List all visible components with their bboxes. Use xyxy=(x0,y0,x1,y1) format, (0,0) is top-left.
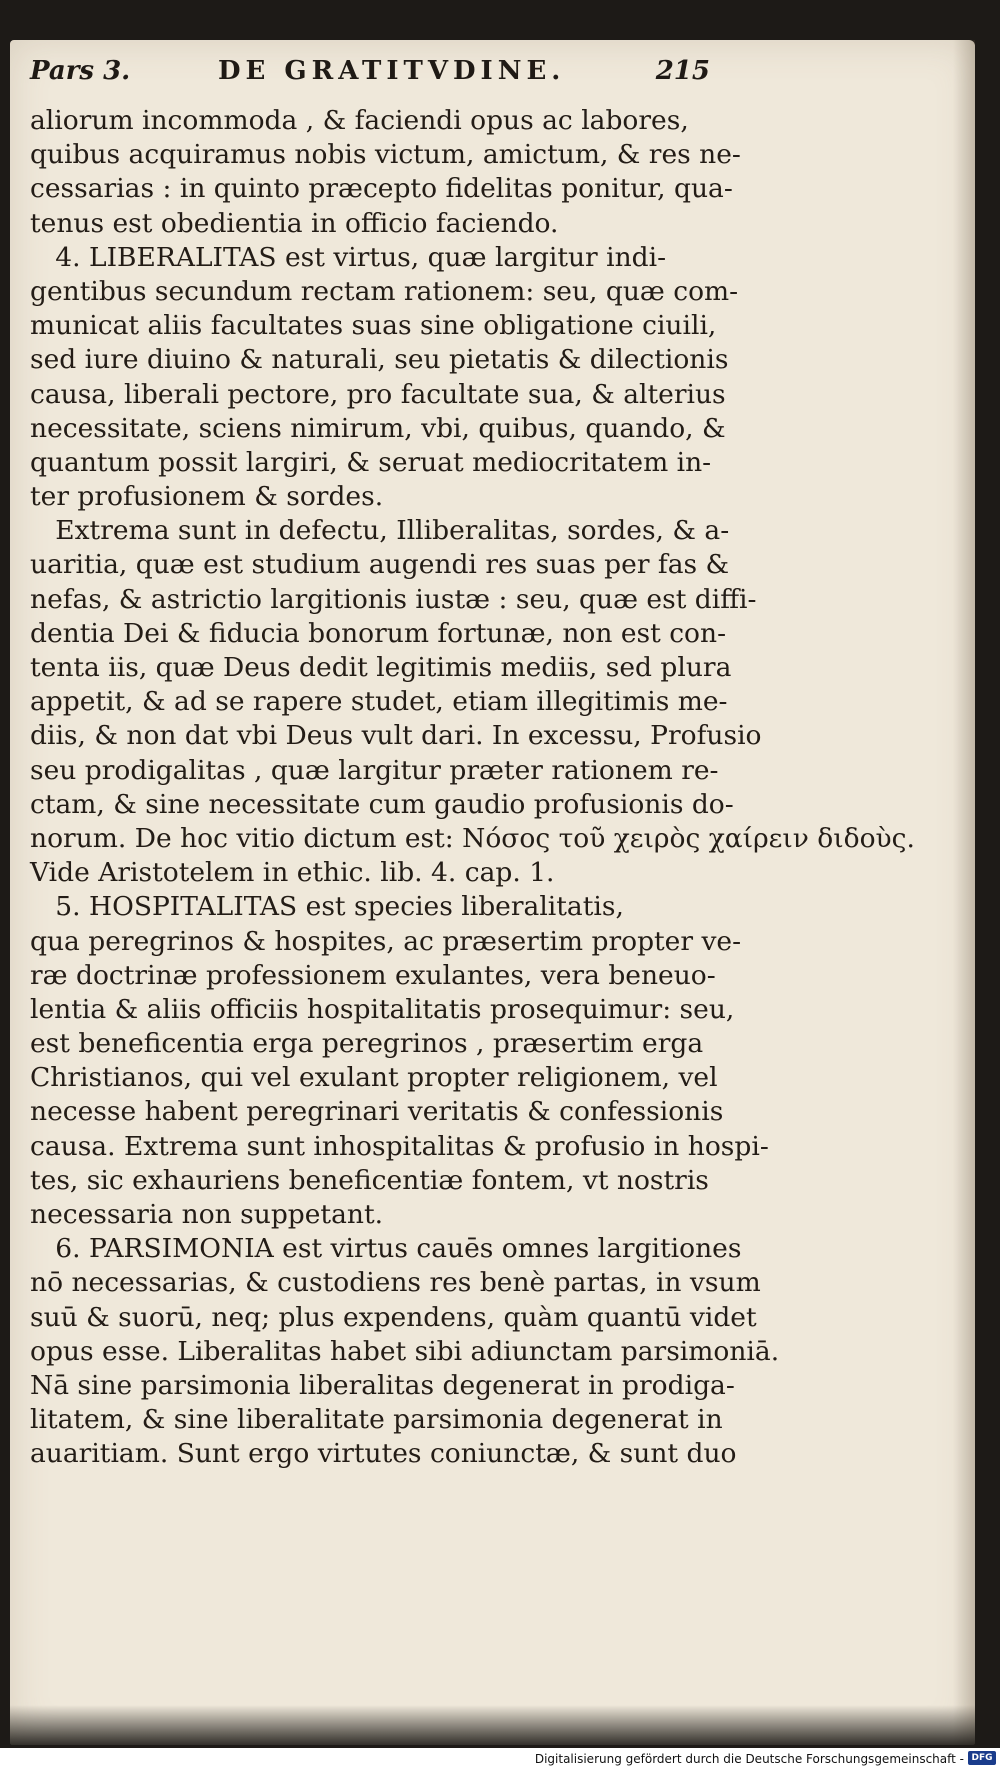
text-line: quantum possit largiri, & seruat mediocritatem in- xyxy=(30,446,712,478)
text-line: 4. LIBERALITAS est virtus, quæ largitur indi- xyxy=(30,241,667,273)
text-line: suū & suorū, neq; plus expendens, quàm quantū videt xyxy=(30,1301,757,1333)
text-line: dentia Dei & fiducia bonorum fortunæ, non est con- xyxy=(30,617,727,649)
text-line: diis, & non dat vbi Deus vult dari. In excessu, Profusio xyxy=(30,720,762,752)
text-line: aliorum incommoda , & faciendi opus ac labores, xyxy=(30,105,689,136)
text-line: opus esse. Liberalitas habet sibi adiunctam parsimoniā. xyxy=(30,1335,780,1367)
running-head-part: Pars 3. xyxy=(30,56,131,86)
text-line: gentibus secundum rectam rationem: seu, quæ com- xyxy=(30,275,739,307)
text-line: cessarias : in quinto præcepto fidelitas ponitur, qua- xyxy=(30,173,733,205)
text-line: quibus acquiramus nobis victum, amictum, & res ne- xyxy=(30,139,741,171)
text-line: litatem, & sine liberalitate parsimonia degenerat in xyxy=(30,1404,723,1436)
text-line: Vide Aristotelem in ethic. lib. 4. cap. 1. xyxy=(30,857,555,889)
footer-credit: Digitalisierung gefördert durch die Deutsche Forschungsgemeinschaft - xyxy=(534,1752,964,1766)
digitization-footer xyxy=(0,1748,1000,1768)
text-line: seu prodigalitas , quæ largitur præter rationem re- xyxy=(30,754,719,786)
body-text xyxy=(30,104,915,1472)
text-line: appetit, & ad se rapere studet, etiam illegitimis me- xyxy=(30,686,728,718)
text-line: uaritia, quæ est studium augendi res suas per fas & xyxy=(30,549,730,581)
text-line: tes, sic exhauriens beneficentiæ fontem, vt nostris xyxy=(30,1164,709,1196)
text-line: municat aliis facultates suas sine obligatione ciuili, xyxy=(30,310,717,342)
text-line: ter profusionem & sordes. xyxy=(30,481,384,513)
text-line: necesse habent peregrinari veritatis & confessionis xyxy=(30,1096,724,1128)
text-line: norum. De hoc vitio dictum est: Νόσος τοῦ χειρὸς χαίρειν διδοὺς. xyxy=(30,822,915,854)
text-line: ctam, & sine necessitate cum gaudio profusionis do- xyxy=(30,788,734,820)
text-line: tenta iis, quæ Deus dedit legitimis mediis, sed plura xyxy=(30,652,732,683)
text-line: auaritiam. Sunt ergo virtutes coniunctæ, & sunt duo xyxy=(30,1438,737,1470)
page-edge-shadow xyxy=(953,40,975,1745)
text-line: necessitate, sciens nimirum, vbi, quibus, quando, & xyxy=(30,412,726,444)
text-line: nefas, & astrictio largitionis iustæ : seu, quæ est diffi- xyxy=(30,583,757,615)
text-line: Christianos, qui vel exulant propter religionem, vel xyxy=(30,1062,718,1094)
page-number: 215 xyxy=(655,56,710,86)
text-line: qua peregrinos & hospites, ac præsertim propter ve- xyxy=(30,925,742,957)
text-line: 6. PARSIMONIA est virtus cauēs omnes largitiones xyxy=(30,1233,742,1265)
text-line: causa. Extrema sunt inhospitalitas & profusio in hospi- xyxy=(30,1130,769,1162)
text-line: sed iure diuino & naturali, seu pietatis & dilectionis xyxy=(30,344,729,376)
dfg-logo: DFG xyxy=(968,1751,996,1765)
text-line: 5. HOSPITALITAS est species liberalitatis, xyxy=(30,891,624,923)
text-line: lentia & aliis officiis hospitalitatis prosequimur: seu, xyxy=(30,993,735,1025)
page-bottom-shadow xyxy=(10,1705,975,1745)
text-line: Extrema sunt in defectu, Illiberalitas, sordes, & a- xyxy=(30,515,730,547)
running-head-title: DE GRATITVDINE. xyxy=(218,56,566,86)
running-head xyxy=(30,56,710,100)
text-line: est beneficentia erga peregrinos , præsertim erga xyxy=(30,1028,704,1060)
text-line: causa, liberali pectore, pro facultate sua, & alterius xyxy=(30,378,726,410)
text-line: Nā sine parsimonia liberalitas degenerat in prodiga- xyxy=(30,1369,735,1401)
text-line: nō necessarias, & custodiens res benè partas, in vsum xyxy=(30,1267,761,1299)
text-line: ræ doctrinæ professionem exulantes, vera beneuo- xyxy=(30,959,716,991)
text-line: necessaria non suppetant. xyxy=(30,1199,384,1230)
text-line: tenus est obedientia in officio faciendo. xyxy=(30,207,559,239)
